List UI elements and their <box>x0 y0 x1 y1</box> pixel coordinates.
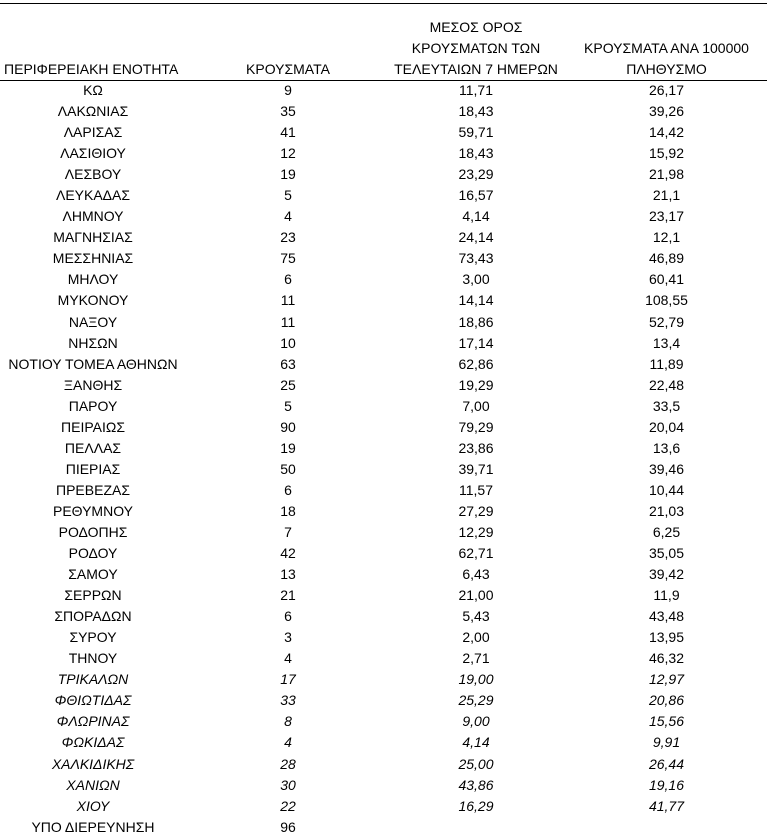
cell-region: ΝΟΤΙΟΥ ΤΟΜΕΑ ΑΘΗΝΩΝ <box>8 355 178 372</box>
cell-cases: 4 <box>284 650 292 667</box>
cell-per100k: 20,86 <box>648 692 685 709</box>
cell-per100k: 46,32 <box>648 650 685 667</box>
cell-avg7: 19,00 <box>458 671 494 688</box>
cell-avg7: 18,43 <box>458 145 494 162</box>
table-row <box>0 627 767 648</box>
cell-region: ΜΥΚΟΝΟΥ <box>57 292 129 309</box>
cell-avg7: 43,86 <box>458 776 494 793</box>
cell-region: ΠΡΕΒΕΖΑΣ <box>55 481 130 498</box>
cell-avg7: 2,71 <box>462 650 490 667</box>
table-row <box>0 333 767 354</box>
cell-per100k: 20,04 <box>648 418 685 435</box>
cell-per100k: 19,16 <box>648 776 685 793</box>
cell-region: ΛΗΜΝΟΥ <box>62 208 124 225</box>
cell-cases: 30 <box>280 776 296 793</box>
cell-per100k: 35,05 <box>648 545 685 562</box>
cell-per100k: 21,1 <box>652 187 681 204</box>
cell-cases: 75 <box>280 250 296 267</box>
cell-per100k: 21,98 <box>648 166 685 183</box>
cell-per100k: 11,89 <box>649 355 684 372</box>
cell-avg7: 39,71 <box>458 460 494 477</box>
cell-region: ΠΙΕΡΙΑΣ <box>65 460 121 477</box>
cell-avg7: 7,00 <box>462 397 490 414</box>
cell-region: ΜΗΛΟΥ <box>67 271 119 288</box>
cell-region: ΛΕΥΚΑΔΑΣ <box>55 187 131 204</box>
cell-cases: 11 <box>280 313 296 330</box>
cell-per100k: 52,79 <box>648 313 685 330</box>
cell-per100k: 13,4 <box>652 334 681 351</box>
table-row <box>0 269 767 290</box>
cell-per100k: 60,41 <box>648 271 685 288</box>
table-row <box>0 480 767 501</box>
cell-cases: 90 <box>280 418 296 435</box>
cell-per100k: 26,17 <box>648 82 685 98</box>
cell-avg7: 4,14 <box>462 208 490 225</box>
cell-per100k: 13,6 <box>652 439 681 456</box>
cell-avg7: 23,29 <box>458 166 494 183</box>
cell-per100k: 13,95 <box>648 629 685 646</box>
cell-region: ΦΘΙΩΤΙΔΑΣ <box>54 692 132 709</box>
cell-per100k: 43,48 <box>648 608 685 625</box>
cell-avg7: 59,71 <box>458 124 494 141</box>
cell-per100k: 108,55 <box>645 292 688 309</box>
table-row <box>0 248 767 269</box>
cell-per100k: 12,1 <box>652 229 681 246</box>
cell-avg7: 19,29 <box>458 376 494 393</box>
table-row <box>0 143 767 164</box>
cell-region: ΣΑΜΟΥ <box>68 566 118 583</box>
header-region <box>0 59 189 80</box>
cell-region: ΥΠΟ ΔΙΕΡΕΥΝΗΣΗ <box>31 818 155 835</box>
cell-region: ΧΑΝΙΩΝ <box>66 776 120 793</box>
cell-region: ΦΛΩΡΙΝΑΣ <box>56 713 130 730</box>
cell-per100k: 14,42 <box>648 124 685 141</box>
cell-avg7: 16,29 <box>458 797 494 814</box>
cell-per100k: 33,5 <box>652 397 681 414</box>
cell-cases: 3 <box>284 629 292 646</box>
cell-region: ΠΕΛΛΑΣ <box>64 439 122 456</box>
cell-cases: 33 <box>280 692 296 709</box>
table-row <box>0 206 767 227</box>
cell-cases: 19 <box>280 439 296 456</box>
table-row <box>0 564 767 585</box>
table-row <box>0 732 767 753</box>
cell-region: ΡΟΔΟΠΗΣ <box>58 523 128 540</box>
cell-region: ΛΑΡΙΣΑΣ <box>63 124 123 141</box>
table-row <box>0 585 767 606</box>
table-row <box>0 396 767 417</box>
cell-avg7: 16,57 <box>458 187 494 204</box>
cell-avg7: 23,86 <box>458 439 494 456</box>
table-row <box>0 164 767 185</box>
cell-per100k: 39,26 <box>648 103 685 120</box>
table-row <box>0 227 767 248</box>
table-row <box>0 754 767 775</box>
cell-cases: 5 <box>284 187 292 204</box>
cell-per100k: 15,92 <box>648 145 685 162</box>
table-row <box>0 290 767 311</box>
cell-avg7: 5,43 <box>462 608 490 625</box>
table-row <box>0 648 767 669</box>
cell-region: ΣΠΟΡΑΔΩΝ <box>54 608 132 625</box>
table-row <box>0 438 767 459</box>
cell-avg7: 3,00 <box>462 271 490 288</box>
cell-region: ΡΟΔΟΥ <box>68 545 118 562</box>
cell-cases: 50 <box>280 460 296 477</box>
cell-avg7: 11,57 <box>459 481 493 498</box>
cell-per100k: 9,91 <box>652 734 681 751</box>
cell-region: ΧΙΟΥ <box>76 797 110 814</box>
table-row <box>0 80 767 101</box>
table-body <box>0 80 767 838</box>
cell-region: ΧΑΛΚΙΔΙΚΗΣ <box>51 755 135 772</box>
cell-avg7: 6,43 <box>462 566 490 583</box>
cell-region: ΠΑΡΟΥ <box>68 397 118 414</box>
cell-avg7: 21,00 <box>458 587 494 604</box>
cell-per100k: 21,03 <box>648 502 685 519</box>
cell-region: ΛΕΣΒΟΥ <box>64 166 122 183</box>
cell-avg7: 79,29 <box>458 418 494 435</box>
cell-cases: 41 <box>280 124 296 141</box>
cell-avg7: 25,29 <box>458 692 494 709</box>
table-row <box>0 775 767 796</box>
cell-cases: 4 <box>284 734 292 751</box>
cell-avg7: 24,14 <box>458 229 494 246</box>
cell-region: ΦΩΚΙΔΑΣ <box>61 734 125 751</box>
cell-avg7: 62,71 <box>458 545 494 562</box>
cell-cases: 5 <box>284 397 292 414</box>
cell-cases: 6 <box>284 608 292 625</box>
cell-per100k: 10,44 <box>648 481 685 498</box>
table-row <box>0 669 767 690</box>
cell-region: ΣΥΡΟΥ <box>69 629 117 646</box>
cell-per100k: 23,17 <box>648 208 685 225</box>
cell-avg7: 14,14 <box>458 292 494 309</box>
table-row <box>0 606 767 627</box>
cell-per100k: 39,46 <box>648 460 685 477</box>
table-row <box>0 543 767 564</box>
cell-per100k: 11,9 <box>653 587 680 604</box>
table-row <box>0 711 767 732</box>
header-cases <box>238 59 338 80</box>
cell-cases: 9 <box>284 82 292 98</box>
header-avg7-line1: ΜΕΣΟΣ ΟΡΟΣ <box>429 19 523 35</box>
cell-avg7: 17,14 <box>458 334 494 351</box>
cell-cases: 13 <box>280 566 296 583</box>
cell-cases: 21 <box>280 587 296 604</box>
cell-avg7: 18,86 <box>458 313 494 330</box>
cell-cases: 6 <box>284 481 292 498</box>
cell-cases: 7 <box>284 523 292 540</box>
header-per100k <box>566 38 767 80</box>
cell-avg7: 62,86 <box>458 355 494 372</box>
table-row <box>0 375 767 396</box>
table-row <box>0 122 767 143</box>
header-avg7-line2: ΚΡΟΥΣΜΑΤΩΝ ΤΩΝ <box>411 40 541 56</box>
cell-per100k: 39,42 <box>648 566 685 583</box>
cell-avg7: 12,29 <box>458 523 494 540</box>
cell-cases: 4 <box>284 208 292 225</box>
table-row <box>0 796 767 817</box>
cell-avg7: 2,00 <box>462 629 490 646</box>
cell-region: ΝΑΞΟΥ <box>68 313 118 330</box>
cell-avg7: 25,00 <box>458 755 494 772</box>
cell-cases: 8 <box>284 713 292 730</box>
cell-region: ΠΕΙΡΑΙΩΣ <box>61 418 125 435</box>
cell-cases: 28 <box>280 755 296 772</box>
cell-cases: 22 <box>280 797 296 814</box>
table-row <box>0 185 767 206</box>
cell-region: ΚΩ <box>83 82 103 98</box>
header-avg7-line3: ΤΕΛΕΥΤΑΙΩΝ 7 ΗΜΕΡΩΝ <box>394 61 558 77</box>
cell-per100k: 15,56 <box>648 713 685 730</box>
cell-region: ΛΑΚΩΝΙΑΣ <box>57 103 129 120</box>
cell-cases: 6 <box>284 271 292 288</box>
cell-cases: 23 <box>280 229 296 246</box>
cell-avg7: 27,29 <box>458 502 494 519</box>
table-row <box>0 354 767 375</box>
table-row <box>0 690 767 711</box>
cell-cases: 12 <box>280 145 296 162</box>
table-row <box>0 459 767 480</box>
cell-cases: 11 <box>280 292 296 309</box>
cell-per100k: 46,89 <box>648 250 685 267</box>
cell-cases: 18 <box>280 502 296 519</box>
cell-per100k: 12,97 <box>648 671 685 688</box>
table-row <box>0 522 767 543</box>
cell-region: ΝΗΣΩΝ <box>68 334 118 351</box>
cell-cases: 96 <box>280 818 296 835</box>
table-row <box>0 312 767 333</box>
cell-per100k: 22,48 <box>648 376 685 393</box>
cell-avg7: 73,43 <box>458 250 494 267</box>
cell-cases: 35 <box>280 103 296 120</box>
header-cases-label: ΚΡΟΥΣΜΑΤΑ <box>246 61 330 77</box>
cell-avg7: 4,14 <box>462 734 490 751</box>
cell-region: ΜΕΣΣΗΝΙΑΣ <box>52 250 134 267</box>
cell-cases: 42 <box>280 545 296 562</box>
cell-region: ΤΗΝΟΥ <box>68 650 118 667</box>
cell-cases: 25 <box>280 376 296 393</box>
cell-region: ΜΑΓΝΗΣΙΑΣ <box>53 229 133 246</box>
header-per100k-line2: ΠΛΗΘΥΣΜΟ <box>626 61 707 77</box>
cell-cases: 17 <box>280 671 296 688</box>
cell-cases: 63 <box>280 355 296 372</box>
table-top-border <box>0 3 767 4</box>
header-region-label: ΠΕΡΙΦΕΡΕΙΑΚΗ ΕΝΟΤΗΤΑ <box>4 61 179 77</box>
table-row <box>0 417 767 438</box>
cell-avg7: 9,00 <box>462 713 490 730</box>
cell-per100k: 6,25 <box>652 523 681 540</box>
table-row <box>0 501 767 522</box>
cell-region: ΞΑΝΘΗΣ <box>63 376 123 393</box>
header-avg7 <box>376 17 576 80</box>
cell-avg7: 18,43 <box>458 103 494 120</box>
cell-cases: 19 <box>280 166 296 183</box>
table-row <box>0 101 767 122</box>
cell-region: ΡΕΘΥΜΝΟΥ <box>52 502 133 519</box>
cell-avg7: 11,71 <box>459 82 493 98</box>
cell-region: ΤΡΙΚΑΛΩΝ <box>57 671 129 688</box>
cell-per100k: 41,77 <box>648 797 685 814</box>
header-per100k-line1: ΚΡΟΥΣΜΑΤΑ ΑΝΑ 100000 <box>584 40 749 56</box>
cell-per100k: 26,44 <box>648 755 685 772</box>
cell-region: ΛΑΣΙΘΙΟΥ <box>60 145 126 162</box>
cell-cases: 10 <box>280 334 296 351</box>
cell-region: ΣΕΡΡΩΝ <box>64 587 122 604</box>
